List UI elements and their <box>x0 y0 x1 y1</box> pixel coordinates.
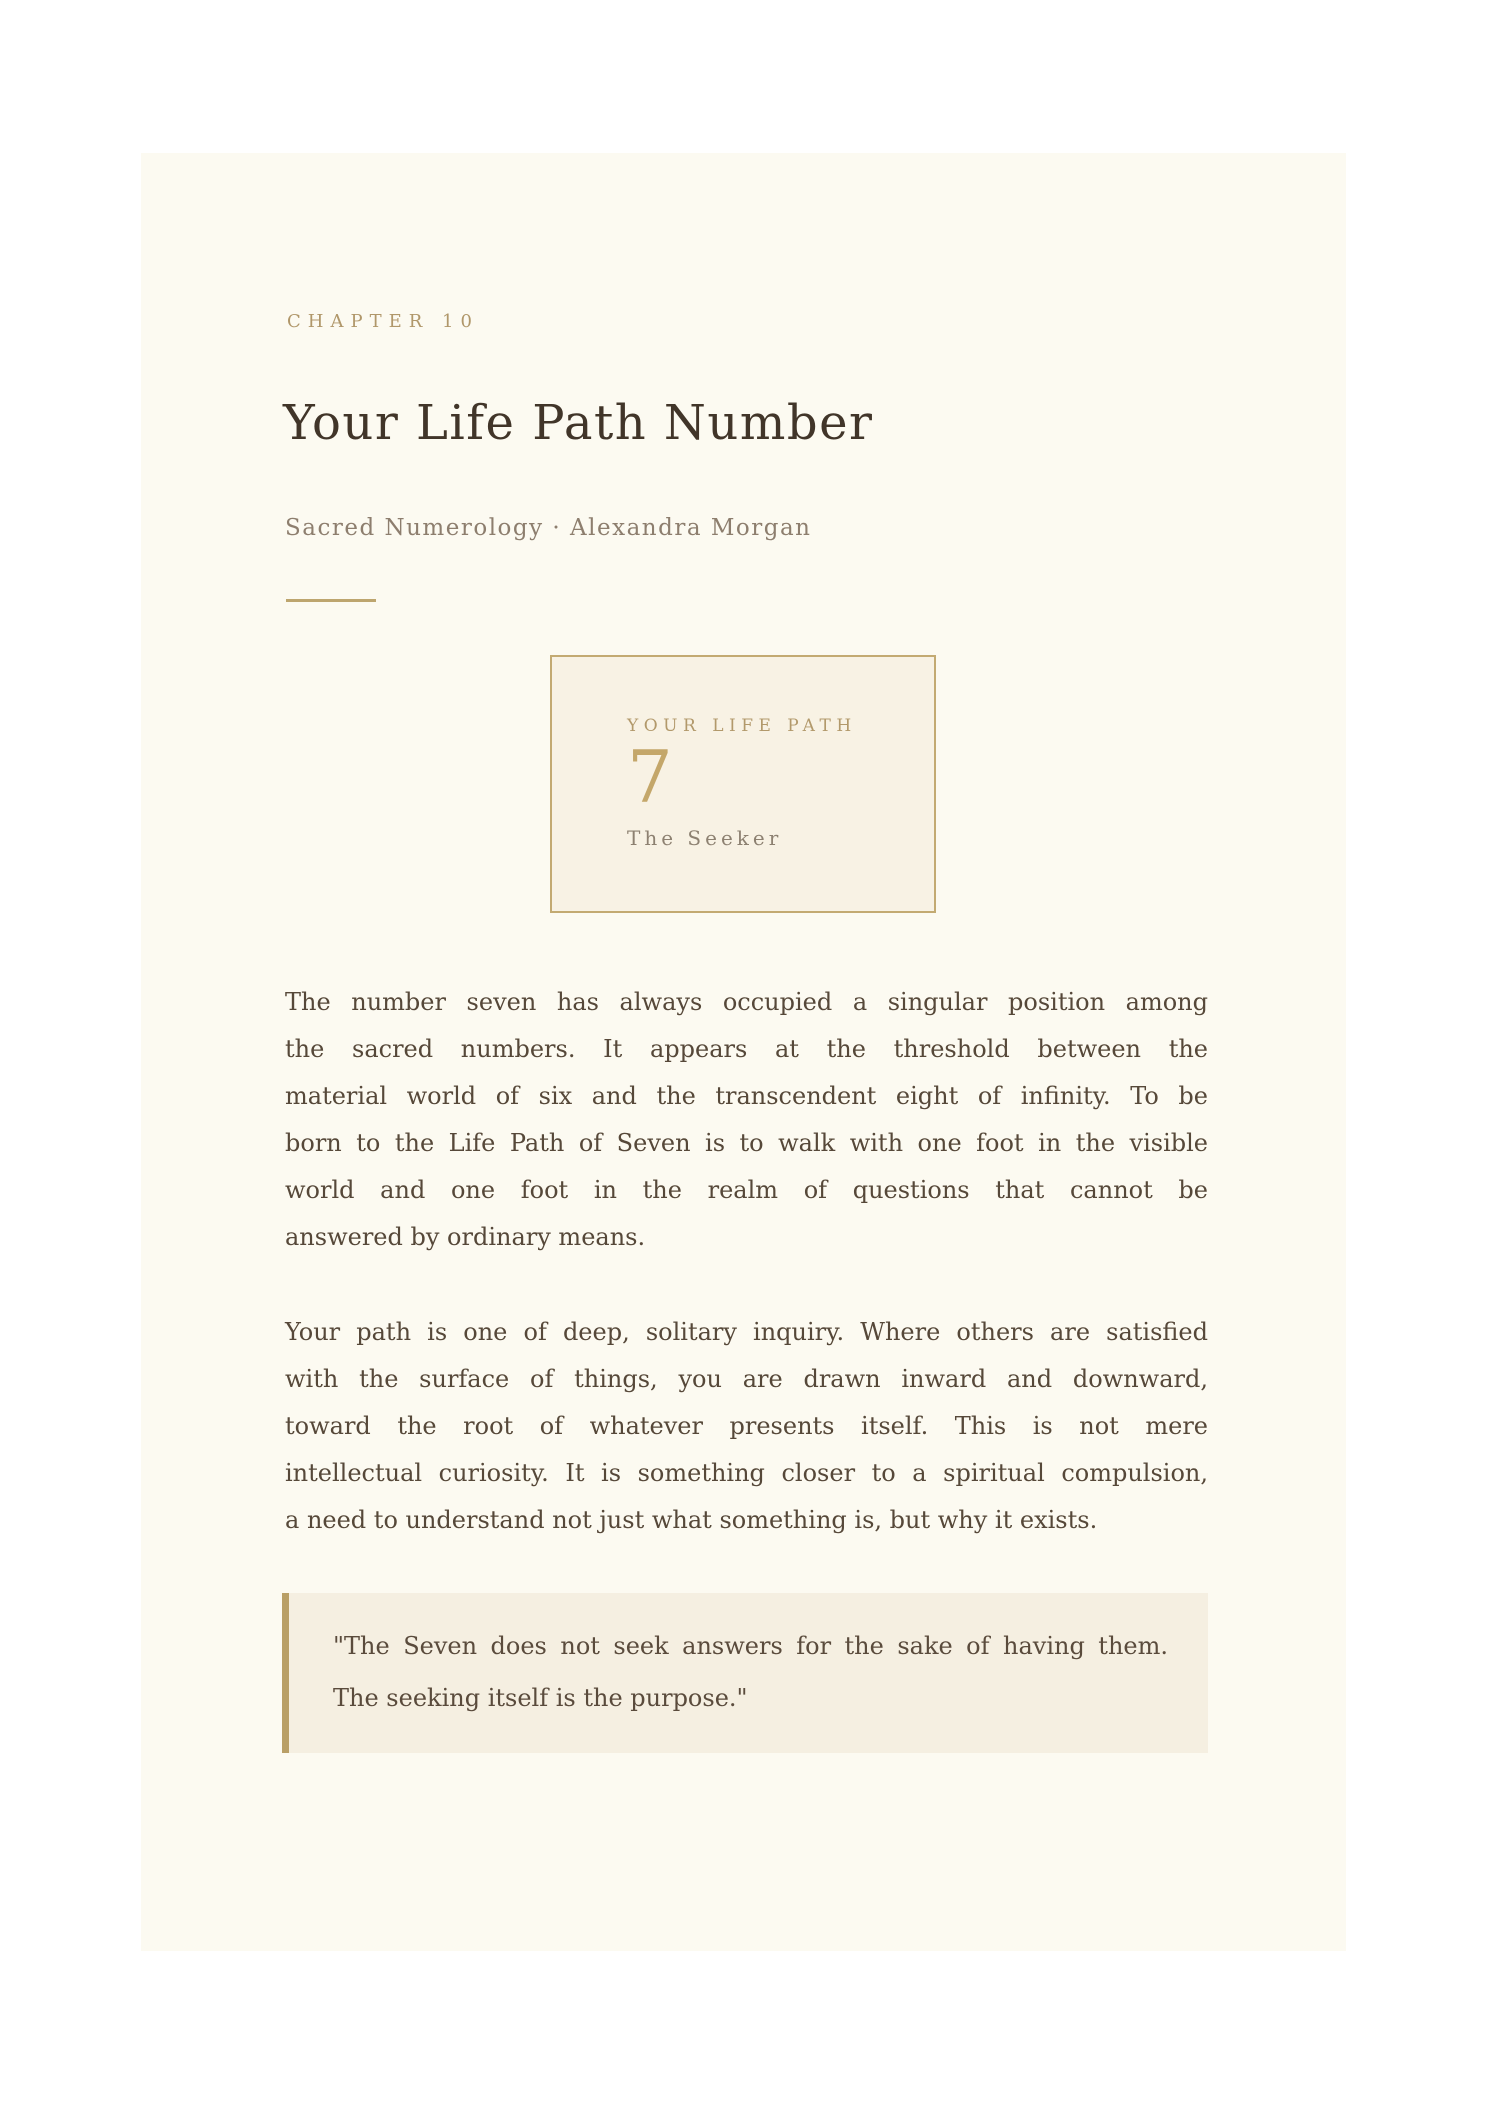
body-paragraph-1 <box>285 979 1208 1261</box>
chapter-kicker: CHAPTER 10 <box>287 311 479 332</box>
byline: Sacred Numerology · Alexandra Morgan <box>285 515 812 541</box>
body-paragraph-2 <box>285 1309 1208 1544</box>
text-line: a need to understand not just what something is, but why it exists. <box>285 1506 1098 1534</box>
text-line: with the surface of things, you are drawn inward and downward, <box>285 1365 1208 1393</box>
section-divider <box>286 599 376 602</box>
life-path-number: 7 <box>627 735 673 819</box>
book-page <box>141 153 1346 1951</box>
text-line: Your path is one of deep, solitary inquiry. Where others are satisfied <box>285 1318 1208 1346</box>
text-line: the sacred numbers. It appears at the threshold between the <box>285 1035 1208 1063</box>
text-line: The seeking itself is the purpose." <box>333 1684 748 1712</box>
text-line: answered by ordinary means. <box>285 1223 646 1251</box>
text-line: intellectual curiosity. It is something closer to a spiritual compulsion, <box>285 1459 1208 1487</box>
life-path-name: The Seeker <box>627 826 783 850</box>
life-path-card <box>550 655 936 913</box>
life-path-card-label: YOUR LIFE PATH <box>627 716 857 736</box>
text-line: The number seven has always occupied a singular position among <box>285 988 1208 1016</box>
text-line: world and one foot in the realm of questions that cannot be <box>285 1176 1208 1204</box>
text-line: "The Seven does not seek answers for the sake of having them. <box>333 1632 1168 1660</box>
page-title: Your Life Path Number <box>283 395 874 451</box>
text-line: material world of six and the transcendent eight of infinity. To be <box>285 1082 1208 1110</box>
text-line: toward the root of whatever presents itself. This is not mere <box>285 1412 1208 1440</box>
pull-quote <box>282 1593 1208 1753</box>
text-line: born to the Life Path of Seven is to walk with one foot in the visible <box>285 1129 1208 1157</box>
